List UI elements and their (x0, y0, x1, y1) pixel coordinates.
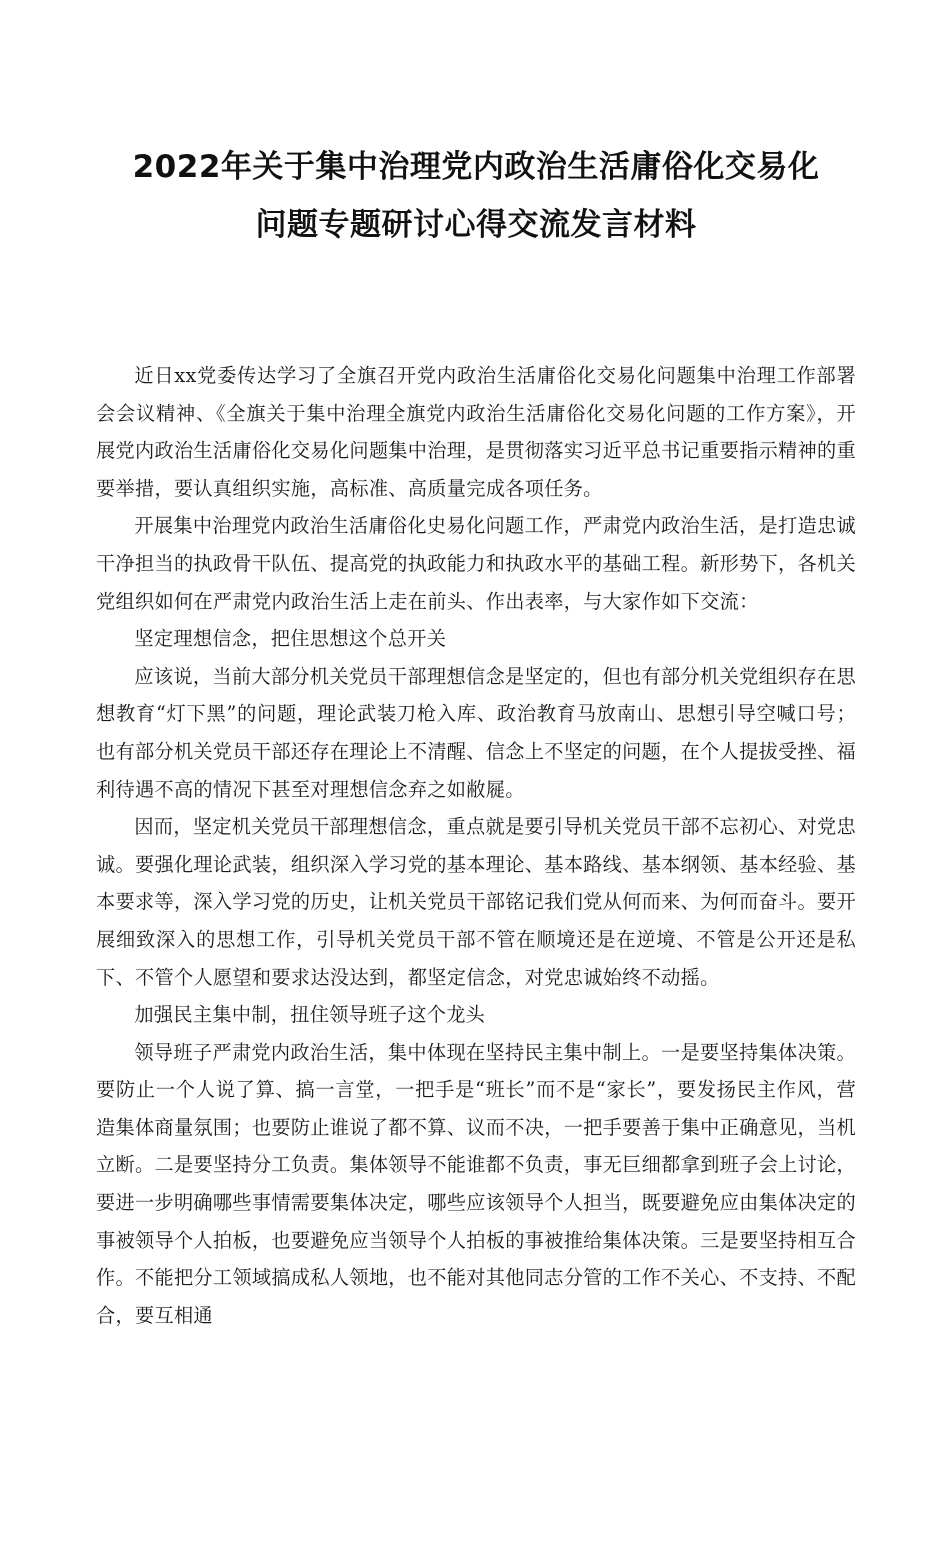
section-heading-democratic-centralism: 加强民主集中制，扭住领导班子这个龙头 (134, 1003, 486, 1027)
paragraph-ideals-problem: 应该说，当前大部分机关党员干部理想信念是坚定的，但也有部分机关党组织存在思想教育“灯下黑”的问题，理论武装刀枪入库、政治教育马放南山、思想引导空喊口号；也有部分机关党员干部还存在理论上不清醒、信念上不坚定的问题，在个人提拔受挫、福利待遇不高的情况下甚至对理想信念弃之如敝屣。 (96, 664, 857, 801)
document-page (96, 138, 856, 1334)
paragraph-ideals-measures: 因而，坚定机关党员干部理想信念，重点就是要引导机关党员干部不忘初心、对党忠诚。要强化理论武装，组织深入学习党的基本理论、基本路线、基本纲领、基本经验、基本要求等，深入学习党的历史，让机关党员干部铭记我们党从何而来、为何而奋斗。要开展细致深入的思想工作，引导机关党员干部不管在顺境还是在逆境、不管是公开还是私下、不管个人愿望和要求达没达到，都坚定信念，对党忠诚始终不动摇。 (96, 815, 857, 989)
paragraph-intro: 近日xx党委传达学习了全旗召开党内政治生活庸俗化交易化问题集中治理工作部署会会议精神、《全旗关于集中治理全旗党内政治生活庸俗化交易化问题的工作方案》，开展党内政治生活庸俗化交易化问题集中治理，是贯彻落实习近平总书记重要指示精神的重要举措，要认真组织实施，高标准、高质量完成各项任务。 (96, 364, 857, 500)
title-line-2: 问题专题研讨心得交流发言材料 (255, 207, 697, 243)
paragraph-background: 开展集中治理党内政治生活庸俗化史易化问题工作，严肃党内政治生活，是打造忠诚干净担当的执政骨干队伍、提高党的执政能力和执政水平的基础工程。新形势下，各机关党组织如何在严肃党内政治生活上走在前头、作出表率，与大家作如下交流： (96, 514, 857, 613)
document-body (96, 357, 856, 1334)
title-line-1: 2022年关于集中治理党内政治生活庸俗化交易化 (132, 149, 820, 185)
paragraph-leadership: 领导班子严肃党内政治生活，集中体现在坚持民主集中制上。一是要坚持集体决策。要防止一个人说了算、搞一言堂，一把手是“班长”而不是“家长”，要发扬民主作风，营造集体商量氛围；也要防止谁说了都不算、议而不决，一把手要善于集中正确意见，当机立断。二是要坚持分工负责。集体领导不能谁都不负责，事无巨细都拿到班子会上讨论，要进一步明确哪些事情需要集体决定，哪些应该领导个人担当，既要避免应由集体决定的事被领导个人拍板，也要避免应当领导个人拍板的事被推给集体决策。三是要坚持相互合作。不能把分工领域搞成私人领地，也不能对其他同志分管的工作不关心、不支持、不配合，要互相通 (96, 1040, 857, 1327)
section-heading-ideals: 坚定理想信念，把住思想这个总开关 (134, 627, 447, 651)
document-title (96, 138, 856, 254)
